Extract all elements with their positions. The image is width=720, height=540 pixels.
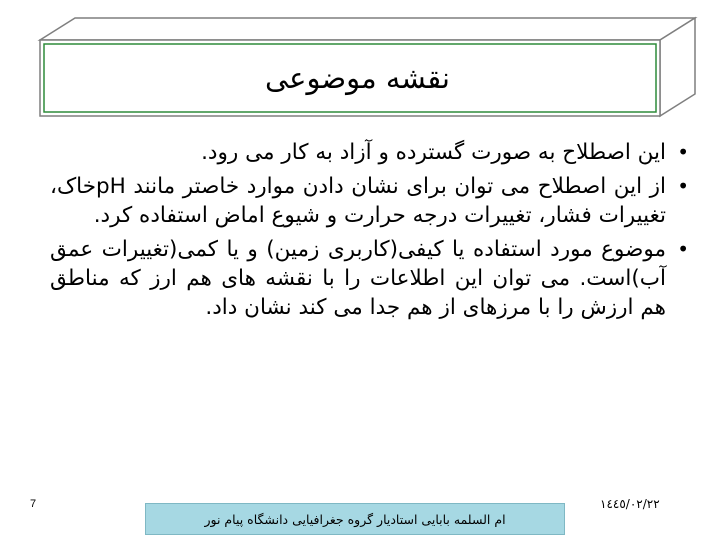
bullet-dot: • [677,174,689,198]
slide-title: نقشه موضوعی [265,61,450,95]
bullet-text: از این اصطلاح می توان برای نشان دادن موارد خاصتر مانند pHخاک، تغییرات فشار، تغییرات درجه حرارت و شیوع اماض استفاده کرد. [50,174,666,228]
page-number: 7 [30,498,37,510]
bullet-item [50,138,692,167]
bullet-item [50,172,692,230]
bullet-text: موضوع مورد استفاده یا کیفی(کاربری زمین) و یا کمی(تغییرات عمق آب)است. می توان این اطلاعات را با نقشه های هم ارز که مناطق هم ارزش را با مرزهای از هم جدا می کند نشان داد. [50,237,666,320]
footer-author-banner: ام السلمه بابایی استادیار گروه جغرافیایی دانشگاه پیام نور [145,503,565,535]
bullet-dot: • [677,140,689,164]
bullet-text: این اصطلاح به صورت گسترده و آزاد به کار می رود. [201,140,666,165]
bullet-item [50,235,692,322]
footer-date: ١٤٤٥/٠٢/٢٢ [600,497,660,511]
bullet-dot: • [677,237,689,261]
bullet-list [50,138,692,327]
